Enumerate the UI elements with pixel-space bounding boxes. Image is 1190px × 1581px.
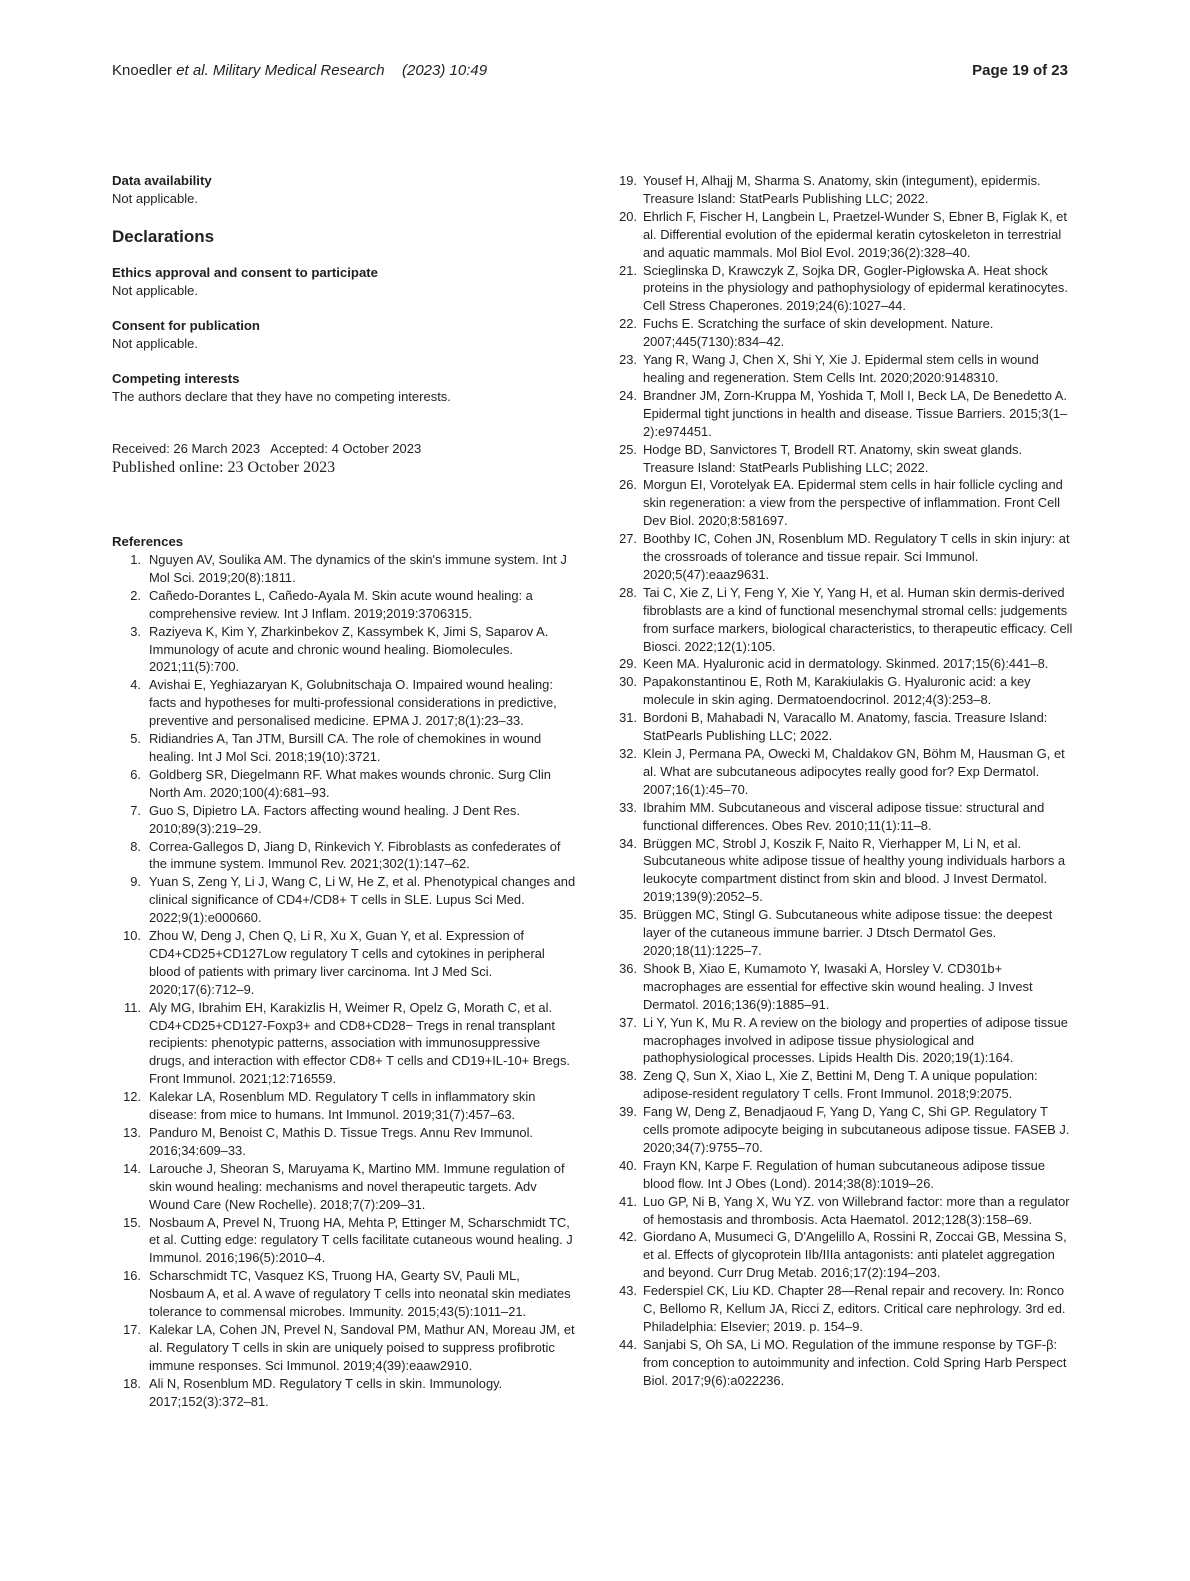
reference-number: 37.	[619, 1014, 637, 1030]
reference-item	[612, 1157, 1074, 1193]
reference-number: 33.	[619, 799, 637, 815]
reference-item	[612, 835, 1074, 907]
reference-item	[112, 1214, 577, 1268]
reference-number: 8.	[130, 838, 141, 854]
reference-item	[112, 551, 577, 587]
reference-number: 28.	[619, 584, 637, 600]
reference-item	[612, 1067, 1074, 1103]
page-header	[112, 62, 1068, 84]
reference-item	[612, 315, 1074, 351]
reference-number: 12.	[123, 1089, 141, 1105]
reference-text: Cañedo-Dorantes L, Cañedo-Ayala M. Skin acute wound healing: a comprehensive review. Int J Inflam. 2019;2019:3706315.	[149, 587, 533, 621]
reference-item	[112, 873, 577, 927]
reference-number: 19.	[619, 173, 637, 188]
reference-number: 39.	[619, 1104, 637, 1120]
reference-item	[112, 1375, 577, 1411]
reference-item	[612, 1282, 1074, 1336]
reference-item	[112, 623, 577, 677]
reference-item	[612, 1014, 1074, 1068]
reference-text: Luo GP, Ni B, Yang X, Wu YZ. von Willebrand factor: more than a regulator of hemostasis and thrombosis. Acta Haematol. 2012;128(3):158–69.	[643, 1193, 1070, 1227]
references-list-right	[612, 172, 1074, 1390]
reference-text: Yuan S, Zeng Y, Li J, Wang C, Li W, He Z, et al. Phenotypical changes and clinical significance of CD4+/CD8+ T cells in SLE. Lupus Sci Med. 2022;9(1):e000660.	[149, 874, 576, 926]
reference-number: 34.	[619, 835, 637, 851]
reference-text: Larouche J, Sheoran S, Maruyama K, Martino MM. Immune regulation of skin wound healing: mechanisms and novel therapeutic targets. Adv Wound Care (New Rochelle). 2018;7(7):209–31.	[149, 1160, 565, 1212]
data-availability-text: Not applicable.	[112, 191, 198, 206]
reference-text: Panduro M, Benoist C, Mathis D. Tissue Tregs. Annu Rev Immunol. 2016;34:609–33.	[149, 1125, 534, 1158]
right-column	[612, 172, 1074, 1390]
reference-number: 13.	[123, 1125, 141, 1140]
reference-item	[112, 766, 577, 802]
reference-text: Correa-Gallegos D, Jiang D, Rinkevich Y. Fibroblasts as confederates of the immune system. Immunol Rev. 2021;302(1):147–62.	[149, 838, 561, 872]
reference-number: 31.	[619, 710, 637, 726]
reference-number: 26.	[619, 477, 637, 493]
reference-number: 11.	[124, 999, 141, 1015]
reference-item	[612, 960, 1074, 1014]
reference-item	[612, 476, 1074, 530]
reference-number: 17.	[123, 1321, 141, 1337]
reference-text: Li Y, Yun K, Mu R. A review on the biology and properties of adipose tissue macrophages involved in adipose tissue physiological and pathophysiological processes. Lipids Health Dis. 2020;19(1):164.	[643, 1014, 1068, 1066]
reference-text: Bordoni B, Mahabadi N, Varacallo M. Anatomy, fascia. Treasure Island: StatPearls Publishing LLC; 2022.	[643, 710, 1048, 744]
reference-number: 25.	[619, 441, 637, 457]
reference-number: 7.	[130, 802, 141, 818]
reference-number: 35.	[619, 907, 637, 923]
author-name: Knoedler	[112, 62, 173, 79]
reference-item	[612, 745, 1074, 799]
reference-item	[112, 802, 577, 838]
reference-text: Ali N, Rosenblum MD. Regulatory T cells in skin. Immunology. 2017;152(3):372–81.	[149, 1375, 503, 1409]
reference-text: Shook B, Xiao E, Kumamoto Y, Iwasaki A, Horsley V. CD301b+ macrophages are essential for effective skin wound healing. J Invest Dermatol. 2016;136(9):1885–91.	[643, 960, 1033, 1012]
reference-item	[612, 1103, 1074, 1157]
reference-item	[612, 208, 1074, 262]
reference-text: Kalekar LA, Rosenblum MD. Regulatory T cells in inflammatory skin disease: from mice to humans. Int Immunol. 2019;31(7):457–63.	[149, 1089, 536, 1123]
reference-number: 6.	[130, 766, 141, 782]
reference-item	[612, 655, 1074, 673]
reference-text: Nguyen AV, Soulika AM. The dynamics of the skin's immune system. Int J Mol Sci. 2019;20(8):1811.	[149, 552, 567, 585]
reference-number: 44.	[619, 1336, 637, 1352]
page-number: Page 19 of 23	[972, 62, 1068, 79]
reference-item	[612, 530, 1074, 584]
reference-number: 16.	[123, 1268, 141, 1284]
reference-number: 1.	[130, 552, 141, 567]
left-column	[112, 172, 577, 1411]
reference-item	[612, 906, 1074, 960]
reference-number: 27.	[619, 531, 637, 547]
reference-text: Raziyeva K, Kim Y, Zharkinbekov Z, Kassymbek K, Jimi S, Saparov A. Immunology of acute and chronic wound healing. Biomolecules. 2021;11(5):700.	[149, 623, 549, 675]
published-date: Published online: 23 October 2023	[112, 459, 336, 476]
reference-item	[112, 999, 577, 1089]
data-availability-heading: Data availability	[112, 173, 212, 188]
reference-text: Guo S, Dipietro LA. Factors affecting wound healing. J Dent Res. 2010;89(3):219–29.	[149, 802, 520, 836]
reference-text: Zhou W, Deng J, Chen Q, Li R, Xu X, Guan Y, et al. Expression of CD4+CD25+CD127Low regulatory T cells and cytokines in peripheral blood of patients with primary liver carcinoma. Int J Med Sci. 2020;17(6):712–9.	[149, 928, 545, 997]
reference-number: 5.	[130, 731, 141, 747]
reference-text: Ehrlich F, Fischer H, Langbein L, Praetzel-Wunder S, Ebner B, Figlak K, et al. Differential evolution of the epidermal keratin cytoskeleton in terrestrial and aquatic mammals. Mol Biol Evol. 2019;36(2):328–40.	[643, 208, 1067, 260]
reference-text: Scharschmidt TC, Vasquez KS, Truong HA, Gearty SV, Pauli ML, Nosbaum A, et al. A wave of regulatory T cells into neonatal skin mediates tolerance to commensal microbes. Immunity. 2015;43(5):1011–21.	[149, 1268, 571, 1320]
received-date: Received: 26 March 2023	[112, 441, 261, 456]
reference-text: Avishai E, Yeghiazaryan K, Golubnitschaja O. Impaired wound healing: facts and hypotheses for multi-professional considerations in predictive, preventive and personalised medicine. EPMA J. 2017;8(1):23–33.	[149, 677, 557, 729]
reference-item	[612, 172, 1074, 208]
competing-heading: Competing interests	[112, 371, 240, 386]
reference-text: Morgun EI, Vorotelyak EA. Epidermal stem cells in hair follicle cycling and skin regeneration: a view from the perspective of inflammation. Front Cell Dev Biol. 2020;8:581697.	[643, 477, 1063, 529]
reference-text: Goldberg SR, Diegelmann RF. What makes wounds chronic. Surg Clin North Am. 2020;100(4):681–93.	[149, 766, 551, 800]
reference-text: Boothby IC, Cohen JN, Rosenblum MD. Regulatory T cells in skin injury: at the crossroads of tolerance and tissue repair. Sci Immunol. 2020;5(47):eaaz9631.	[643, 531, 1070, 582]
reference-number: 14.	[123, 1160, 141, 1176]
reference-text: Ibrahim MM. Subcutaneous and visceral adipose tissue: structural and functional differences. Obes Rev. 2010;11(1):11–8.	[643, 799, 1045, 833]
reference-text: Aly MG, Ibrahim EH, Karakizlis H, Weimer R, Opelz G, Morath C, et al. CD4+CD25+CD127-Foxp3+ and CD8+CD28− Tregs in renal transplant recipients: phenotypic patterns, association with immunosuppressive drugs, and interaction with effector CD8+ T cells and CD19+IL-10+ Bregs. Front Immunol. 2021;12:716559.	[149, 999, 570, 1087]
reference-item	[612, 387, 1074, 441]
reference-item	[112, 1088, 577, 1124]
reference-number: 38.	[619, 1068, 637, 1084]
accepted-date: Accepted: 4 October 2023	[270, 441, 422, 456]
reference-text: Papakonstantinou E, Roth M, Karakiulakis G. Hyaluronic acid: a key molecule in skin aging. Dermatoendocrinol. 2012;4(3):253–8.	[643, 674, 1031, 708]
reference-number: 4.	[130, 677, 141, 693]
declarations-heading: Declarations	[112, 227, 215, 246]
reference-item	[112, 1124, 577, 1160]
consent-text: Not applicable.	[112, 336, 198, 351]
running-head	[112, 62, 385, 79]
reference-text: Fang W, Deng Z, Benadjaoud F, Yang D, Yang C, Shi GP. Regulatory T cells promote adipocyte beiging in subcutaneous adipose tissue. FASEB J. 2020;34(7):9755–70.	[643, 1104, 1070, 1155]
reference-number: 32.	[619, 746, 637, 761]
reference-number: 9.	[130, 874, 141, 890]
reference-item	[612, 584, 1074, 656]
reference-number: 30.	[619, 674, 637, 690]
references-list-left	[112, 551, 577, 1411]
reference-number: 41.	[619, 1193, 637, 1209]
reference-item	[112, 1160, 577, 1214]
reference-item	[612, 441, 1074, 477]
consent-heading: Consent for publication	[112, 318, 260, 333]
reference-item	[612, 709, 1074, 745]
reference-number: 22.	[619, 316, 637, 332]
reference-text: Brüggen MC, Stingl G. Subcutaneous white adipose tissue: the deepest layer of the cutaneous immune barrier. J Dtsch Dermatol Ges. 2020;18(11):1225–7.	[643, 907, 1053, 958]
references-heading: References	[112, 534, 184, 549]
reference-number: 42.	[619, 1229, 637, 1245]
reference-item	[612, 1336, 1074, 1390]
reference-text: Keen MA. Hyaluronic acid in dermatology. Skinmed. 2017;15(6):441–8.	[643, 656, 1049, 672]
reference-text: Sanjabi S, Oh SA, Li MO. Regulation of the immune response by TGF-β: from conception to autoimmunity and infection. Cold Spring Harb Perspect Biol. 2017;9(6):a022236.	[643, 1336, 1067, 1388]
reference-number: 3.	[130, 623, 141, 639]
reference-text: Tai C, Xie Z, Li Y, Feng Y, Xie Y, Yang H, et al. Human skin dermis-derived fibroblasts are a kind of functional mesenchymal stromal cells: judgements from surface markers, biological characteristics, to therapeutic efficacy. Cell Biosci. 2022;12(1):105.	[643, 584, 1073, 654]
reference-number: 15.	[123, 1214, 141, 1230]
reference-text: Scieglinska D, Krawczyk Z, Sojka DR, Gogler-Pigłowska A. Heat shock proteins in the physiology and pathophysiology of epidermal keratinocytes. Cell Stress Chaperones. 2019;24(6):1027–44.	[643, 262, 1068, 314]
article-dates	[112, 440, 577, 458]
reference-item	[112, 838, 577, 874]
reference-number: 2.	[130, 587, 141, 603]
reference-number: 21.	[619, 262, 637, 278]
reference-item	[612, 673, 1074, 709]
reference-text: Klein J, Permana PA, Owecki M, Chaldakov GN, Böhm M, Hausman G, et al. What are subcutaneous adipocytes really good for? Exp Dermatol. 2007;16(1):45–70.	[643, 746, 1065, 797]
reference-item	[112, 1267, 577, 1321]
reference-number: 36.	[619, 960, 637, 976]
reference-text: Brandner JM, Zorn-Kruppa M, Yoshida T, Moll I, Beck LA, De Benedetto A. Epidermal tight junctions in health and disease. Tissue Barriers. 2015;3(1–2):e974451.	[643, 387, 1068, 439]
reference-item	[612, 799, 1074, 835]
reference-text: Federspiel CK, Liu KD. Chapter 28—Renal repair and recovery. In: Ronco C, Bellomo R, Kellum JA, Ricci Z, editors. Critical care nephrology. 3rd ed. Philadelphia: Elsevier; 2019. p. 154–9.	[643, 1283, 1066, 1334]
reference-number: 40.	[619, 1157, 637, 1173]
reference-text: Giordano A, Musumeci G, D'Angelillo A, Rossini R, Zoccai GB, Messina S, et al. Effects of glycoprotein IIb/IIIa antagonists: anti platelet aggregation and beyond. Curr Drug Metab. 2016;17(2):194–203.	[643, 1229, 1067, 1281]
reference-text: Yousef H, Alhajj M, Sharma S. Anatomy, skin (integument), epidermis. Treasure Island: StatPearls Publishing LLC; 2022.	[643, 173, 1041, 206]
ethics-text: Not applicable.	[112, 283, 198, 298]
reference-item	[612, 351, 1074, 387]
reference-text: Brüggen MC, Strobl J, Koszik F, Naito R, Vierhapper M, Li N, et al. Subcutaneous white adipose tissue of healthy young individuals harbors a leukocyte compartment distinct from skin and blood. J Invest Dermatol. 2019;139(9):2052–5.	[643, 835, 1066, 905]
reference-item	[112, 927, 577, 999]
reference-text: Hodge BD, Sanvictores T, Brodell RT. Anatomy, skin sweat glands. Treasure Island: StatPearls Publishing LLC; 2022.	[643, 441, 1023, 475]
reference-text: Fuchs E. Scratching the surface of skin development. Nature. 2007;445(7130):834–42.	[643, 316, 994, 350]
reference-number: 10.	[123, 928, 141, 944]
reference-number: 23.	[619, 352, 637, 368]
reference-text: Zeng Q, Sun X, Xiao L, Xie Z, Bettini M, Deng T. A unique population: adipose-resident regulatory T cells. Front Immunol. 2018;9:2075.	[643, 1068, 1038, 1102]
reference-number: 43.	[619, 1283, 637, 1299]
reference-text: Frayn KN, Karpe F. Regulation of human subcutaneous adipose tissue blood flow. Int J Obes (Lond). 2014;38(8):1019–26.	[643, 1157, 1045, 1191]
reference-item	[612, 262, 1074, 316]
reference-item	[112, 676, 577, 730]
reference-item	[612, 1193, 1074, 1229]
reference-item	[612, 1228, 1074, 1282]
reference-number: 18.	[123, 1375, 141, 1391]
reference-item	[112, 1321, 577, 1375]
reference-item	[112, 730, 577, 766]
reference-text: Yang R, Wang J, Chen X, Shi Y, Xie J. Epidermal stem cells in wound healing and regeneration. Stem Cells Int. 2020;2020:9148310.	[643, 352, 1039, 385]
reference-text: Kalekar LA, Cohen JN, Prevel N, Sandoval PM, Mathur AN, Moreau JM, et al. Regulatory T cells in skin are uniquely poised to suppress profibrotic immune responses. Sci Immunol. 2019;4(39):eaaw2910.	[149, 1321, 575, 1373]
volume-info: (2023) 10:49	[402, 62, 488, 79]
reference-item	[112, 587, 577, 623]
reference-number: 29.	[619, 656, 637, 672]
reference-text: Nosbaum A, Prevel N, Truong HA, Mehta P, Ettinger M, Scharschmidt TC, et al. Cutting edge: regulatory T cells facilitate cutaneous wound healing. J Immunol. 2016;196(5):2010–4.	[149, 1214, 573, 1266]
competing-text: The authors declare that they have no competing interests.	[112, 389, 451, 404]
reference-number: 20.	[619, 208, 637, 224]
reference-number: 24.	[619, 387, 637, 403]
ethics-heading: Ethics approval and consent to participate	[112, 265, 379, 280]
reference-text: Ridiandries A, Tan JTM, Bursill CA. The role of chemokines in wound healing. Int J Mol Sci. 2018;19(10):3721.	[149, 731, 542, 764]
journal-name: et al. Military Medical Research	[176, 62, 385, 79]
